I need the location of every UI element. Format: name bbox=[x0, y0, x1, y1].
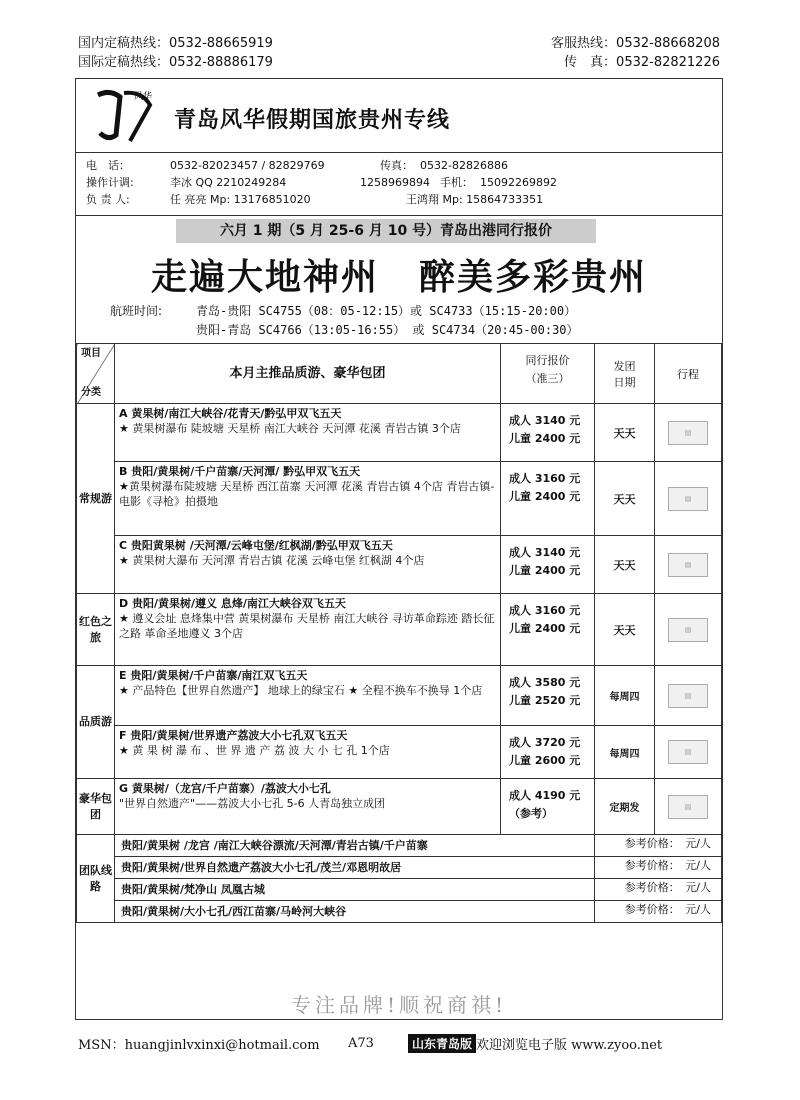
route-title: C 贵阳黄果树 /天河潭/云峰屯堡/红枫湖/黔弘甲双飞五天 bbox=[119, 539, 393, 552]
table-row bbox=[77, 835, 722, 857]
header-itinerary: 行程 bbox=[655, 344, 722, 404]
ref-price-label: 参考价格： bbox=[624, 881, 675, 894]
service-hotline: 客服热线：0532-88668208 bbox=[551, 36, 720, 51]
adult-price: 成人 3140 元 bbox=[509, 546, 581, 559]
mobile-value: 15092269892 bbox=[480, 176, 557, 189]
phone-value: 0532-82023457 / 82829769 bbox=[170, 159, 325, 172]
contacts bbox=[86, 157, 716, 208]
brand-title: 青岛风华假期国旅贵州专线 bbox=[174, 108, 451, 133]
depart-date: 天天 bbox=[595, 462, 655, 536]
lead-second: 王鸿翔 Mp: 15864733351 bbox=[406, 193, 544, 206]
route-title: E 贵阳/黄果树/千户苗寨/南江双飞五天 bbox=[119, 669, 308, 682]
child-price: 儿童 2400 元 bbox=[509, 490, 581, 503]
depart-date: 每周四 bbox=[595, 666, 655, 726]
child-price: 儿童 2400 元 bbox=[509, 564, 581, 577]
depart-date: 天天 bbox=[595, 404, 655, 462]
edition-badge: 山东青岛版 bbox=[408, 1034, 476, 1053]
flight-label: 航班时间: bbox=[110, 304, 163, 318]
headline bbox=[94, 249, 704, 300]
route-title: F 贵阳/黄果树/世界遗产荔波大小七孔双飞五天 bbox=[119, 729, 348, 742]
header-depart: 发团日期 bbox=[595, 344, 655, 404]
fax-hotline: 传 真：0532-82821226 bbox=[564, 55, 720, 70]
table-row bbox=[77, 726, 722, 779]
route-detail: ★ 产品特色【世界自然遗产】 地球上的绿宝石 ★ 全程不换车不换导 1个店 bbox=[119, 684, 483, 697]
depart-date: 每周四 bbox=[595, 726, 655, 779]
child-price: 儿童 2400 元 bbox=[509, 432, 581, 445]
adult-price: 成人 3580 元 bbox=[509, 676, 581, 689]
category-luxury: 豪华包团 bbox=[77, 779, 115, 835]
website[interactable]: 欢迎浏览电子版 www.zyoo.net bbox=[476, 1038, 663, 1053]
group-line: 贵阳/黄果树 /龙宫 /南江大峡谷漂流/天河潭/青岩古镇/千户苗寨 bbox=[115, 835, 595, 857]
page-number: A73 bbox=[348, 1036, 374, 1051]
table-row bbox=[77, 536, 722, 594]
logo bbox=[90, 85, 160, 147]
brand-header bbox=[76, 79, 722, 153]
corner-bottom: 分类 bbox=[81, 387, 101, 398]
table-row bbox=[77, 879, 722, 901]
adult-price: 成人 3160 元 bbox=[509, 604, 581, 617]
table-row bbox=[77, 779, 722, 835]
international-hotline: 国际定稿热线：0532-88886179 bbox=[78, 55, 273, 70]
operator-qq2: 1258969894 bbox=[360, 176, 430, 189]
ref-unit: 元/人 bbox=[685, 859, 711, 872]
route-title: B 贵阳/黄果树/千户苗寨/天河潭/ 黔弘甲双飞五天 bbox=[119, 465, 361, 478]
footer bbox=[78, 1034, 698, 1053]
mobile-label: 手机： bbox=[440, 176, 473, 189]
lead-label: 负 责 人: bbox=[86, 193, 130, 206]
ref-unit: 元/人 bbox=[685, 837, 711, 850]
header-price: 同行报价（准三） bbox=[501, 344, 595, 404]
adult-price: 成人 3160 元 bbox=[509, 472, 581, 485]
category-red: 红色之旅 bbox=[77, 594, 115, 666]
domestic-hotline: 国内定稿热线：0532-88665919 bbox=[78, 36, 273, 51]
group-line: 贵阳/黄果树/世界自然遗产荔波大小七孔/茂兰/邓恩明故居 bbox=[115, 857, 595, 879]
ref-price-label: 参考价格： bbox=[624, 903, 675, 916]
period-banner: 六月 1 期（5 月 25-6 月 10 号）青岛出港同行报价 bbox=[176, 219, 596, 243]
table-row bbox=[77, 594, 722, 666]
flight-outbound: 青岛-贵阳 SC4755（08：05-12:15）或 SC4733（15:15-20:00） bbox=[196, 304, 577, 318]
depart-date: 天天 bbox=[595, 536, 655, 594]
route-detail: ★黄果树瀑布陡坡塘 天星桥 西江苗寨 天河潭 花溪 青岩古镇 4个店 青岩古镇- 电影《寻枪》拍摄地 bbox=[119, 480, 495, 508]
ref-price-label: 参考价格： bbox=[624, 859, 675, 872]
table-row bbox=[77, 666, 722, 726]
itinerary-doc-icon[interactable]: ▤ bbox=[668, 618, 708, 642]
corner-top: 项目 bbox=[81, 348, 101, 359]
adult-price: 成人 3720 元 bbox=[509, 736, 581, 749]
header-main: 本月主推品质游、豪华包团 bbox=[115, 344, 501, 404]
route-detail: ★ 遵义会址 息烽集中营 黄果树瀑布 天星桥 南江大峡谷 寻访革命踪迹 踏长征之路 革命圣地遵义 3个店 bbox=[119, 612, 495, 640]
route-detail: "世界自然遗产"——荔波大小七孔 5-6 人青岛独立成团 bbox=[119, 797, 386, 810]
depart-date: 天天 bbox=[595, 594, 655, 666]
operator-label: 操作计调: bbox=[86, 176, 134, 189]
motto: 专注品牌!顺祝商祺! bbox=[290, 993, 508, 1017]
child-price: 儿童 2520 元 bbox=[509, 694, 581, 707]
msn: MSN：huangjinlvxinxi@hotmail.com bbox=[78, 1038, 320, 1053]
group-line: 贵阳/黄果树/大小七孔/西江苗寨/马岭河大峡谷 bbox=[115, 901, 595, 923]
itinerary-doc-icon[interactable]: ▤ bbox=[668, 487, 708, 511]
ref-price-label: 参考价格： bbox=[624, 837, 675, 850]
depart-date: 定期发 bbox=[595, 779, 655, 835]
adult-price: 成人 3140 元 bbox=[509, 414, 581, 427]
adult-price: 成人 4190 元 bbox=[509, 789, 581, 802]
ref-unit: 元/人 bbox=[685, 881, 711, 894]
headline-left: 走遍大地神州 bbox=[150, 257, 379, 298]
itinerary-doc-icon[interactable]: ▤ bbox=[668, 684, 708, 708]
fax-value: 0532-82826886 bbox=[420, 159, 508, 172]
child-price: 儿童 2600 元 bbox=[509, 754, 581, 767]
category-group: 团队线路 bbox=[77, 835, 115, 923]
phone-label: 电 话： bbox=[86, 159, 130, 172]
operator-name: 李冰 QQ 2210249284 bbox=[170, 176, 287, 189]
child-price: （参考） bbox=[509, 807, 553, 820]
flight-return: 贵阳-青岛 SC4766（13:05-16:55） 或 SC4734（20:45-00:30） bbox=[196, 323, 579, 337]
category-quality: 品质游 bbox=[77, 666, 115, 779]
table-header bbox=[77, 344, 722, 404]
route-title: G 黄果树/（龙宫/千户苗寨）/荔波大小七孔 bbox=[119, 782, 331, 795]
itinerary-doc-icon[interactable]: ▤ bbox=[668, 553, 708, 577]
table-row bbox=[77, 857, 722, 879]
itinerary-doc-icon[interactable]: ▤ bbox=[668, 421, 708, 445]
ref-unit: 元/人 bbox=[685, 903, 711, 916]
logo-text: 风华 bbox=[134, 92, 153, 102]
price-table bbox=[76, 343, 722, 923]
table-row bbox=[77, 901, 722, 923]
fax-label: 传真： bbox=[380, 159, 413, 172]
lead-name: 任 亮亮 Mp: 13176851020 bbox=[170, 193, 311, 206]
route-detail: ★ 黄果树大瀑布 天河潭 青岩古镇 花溪 云峰屯堡 红枫湖 4个店 bbox=[119, 554, 425, 567]
divider bbox=[76, 215, 722, 216]
table-row bbox=[77, 462, 722, 536]
table-row bbox=[77, 404, 722, 462]
route-detail: ★ 黄 果 树 瀑 布 、世 界 遗 产 荔 波 大 小 七 孔 1个店 bbox=[119, 744, 390, 757]
headline-right: 醉美多彩贵州 bbox=[419, 257, 648, 298]
corner-cell bbox=[77, 344, 115, 404]
hotlines bbox=[78, 34, 720, 72]
itinerary-doc-icon[interactable]: ▤ bbox=[668, 740, 708, 764]
ad-frame bbox=[75, 78, 723, 1020]
route-detail: ★ 黄果树瀑布 陡坡塘 天星桥 南江大峡谷 天河潭 花溪 青岩古镇 3个店 bbox=[119, 422, 461, 435]
flight-times bbox=[110, 302, 579, 340]
route-title: D 贵阳/黄果树/遵义 息烽/南江大峡谷双飞五天 bbox=[119, 597, 346, 610]
group-line: 贵阳/黄果树/梵净山 凤凰古城 bbox=[115, 879, 595, 901]
route-title: A 黄果树/南江大峡谷/花青天/黔弘甲双飞五天 bbox=[119, 407, 342, 420]
category-regular: 常规游 bbox=[77, 404, 115, 594]
itinerary-doc-icon[interactable]: ▤ bbox=[668, 795, 708, 819]
child-price: 儿童 2400 元 bbox=[509, 622, 581, 635]
